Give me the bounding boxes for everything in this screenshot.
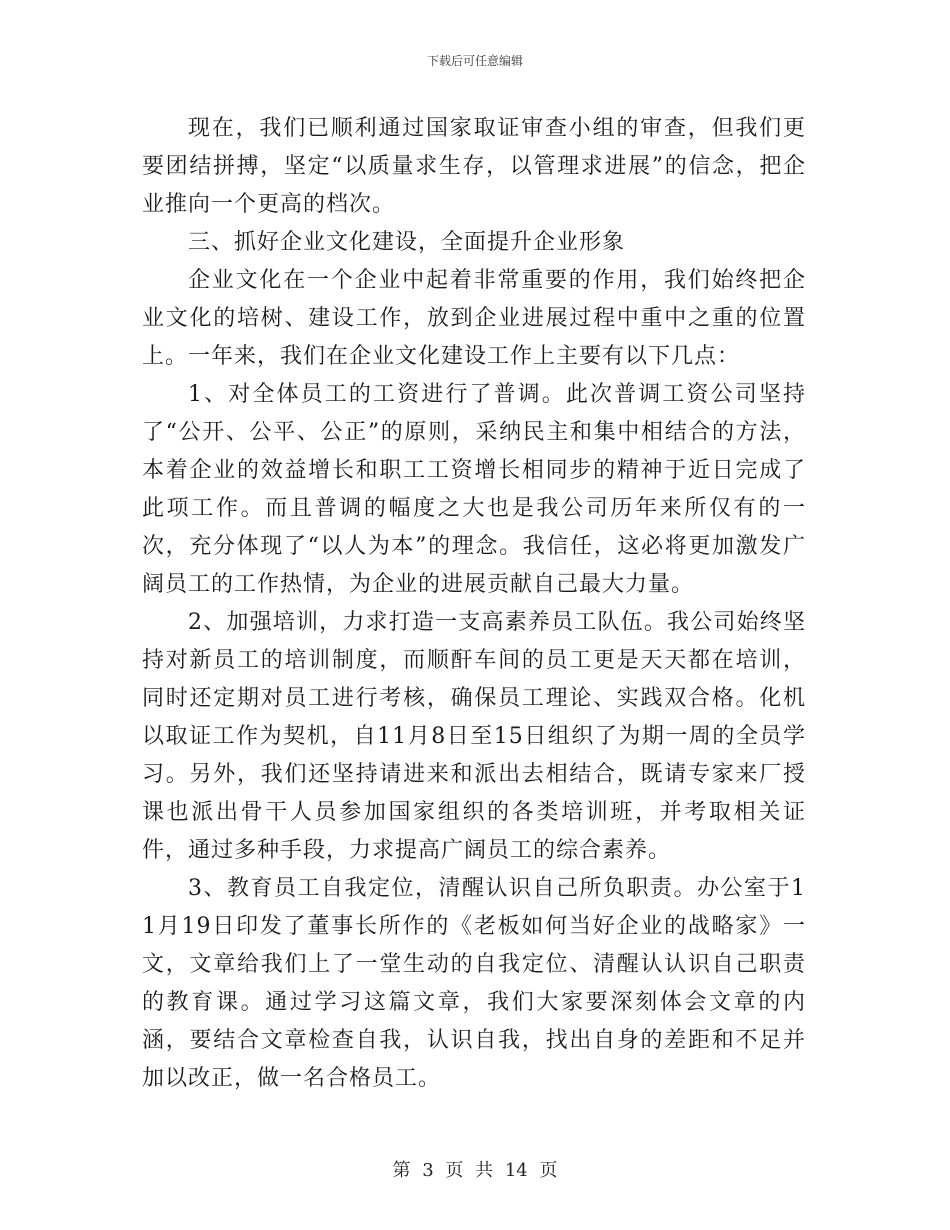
paragraph-intro: 现在，我们已顺利通过国家取证审查小组的审查，但我们更要团结拼搏，坚定“以质量求生存，以管理求进展”的信念，把企业推向一个更高的档次。 xyxy=(142,116,806,217)
page-number: 第 3 页 共 14 页 xyxy=(392,1160,558,1181)
paragraph-item-1: 1、对全体员工的工资进行了普调。此次普调工资公司坚持了“公开、公平、公正”的原则，采纳民主和集中相结合的方法，本着企业的效益增长和职工工资增长相同步的精神于近日完成了此项工作。而且普调的幅度之大也是我公司历年来所仅有的一次，充分体现了“以人为本”的理念。我信任，这必将更加激发广阔员工的工作热情，为企业的进展贡献自己最大力量。 xyxy=(142,382,806,597)
document-body xyxy=(142,110,806,1098)
paragraph-item-3: 3、教育员工自我定位，清醒认识自己所负职责。办公室于11月19日印发了董事长所作的《老板如何当好企业的战略家》一文，文章给我们上了一堂生动的自我定位、清醒认认识自己职责的教育课。通过学习这篇文章，我们大家要深刻体会文章的内涵，要结合文章检查自我，认识自我，找出自身的差距和不足并加以改正，做一名合格员工。 xyxy=(142,876,806,1091)
paragraph-item-2: 2、加强培训，力求打造一支高素养员工队伍。我公司始终坚持对新员工的培训制度，而顺酐车间的员工更是天天都在培训，同时还定期对员工进行考核，确保员工理论、实践双合格。化机以取证工作为契机，自11月8日至15日组织了为期一周的全员学习。另外，我们还坚持请进来和派出去相结合，既请专家来厂授课也派出骨干人员参加国家组织的各类培训班，并考取相关证件，通过多种手段，力求提高广阔员工的综合素养。 xyxy=(142,610,806,863)
section-heading: 三、抓好企业文化建设，全面提升企业形象 xyxy=(188,230,626,255)
paragraph-culture: 企业文化在一个企业中起着非常重要的作用，我们始终把企业文化的培树、建设工作，放到企业进展过程中重中之重的位置上。一年来，我们在企业文化建设工作上主要有以下几点： xyxy=(142,268,806,369)
page-header: 下载后可任意编辑 xyxy=(426,54,523,68)
